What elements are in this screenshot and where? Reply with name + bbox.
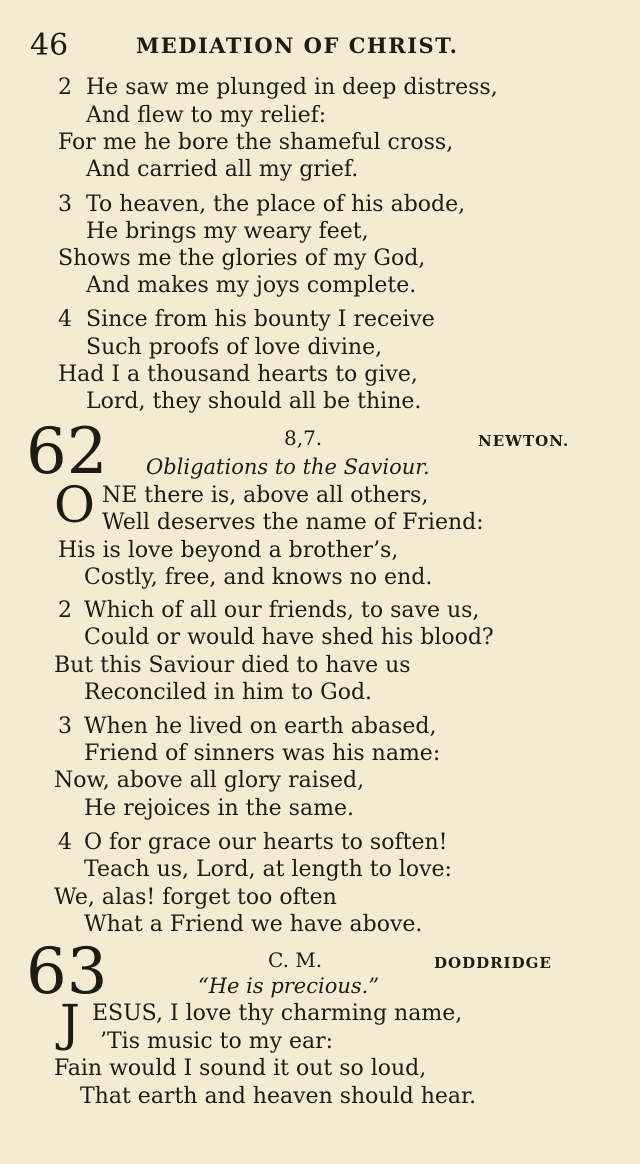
- hymn-subtitle: “He is precious.”: [198, 974, 380, 998]
- verse-line: He rejoices in the same.: [84, 796, 354, 821]
- verse-number: 4: [58, 307, 72, 332]
- verse-number: 2: [58, 598, 72, 623]
- verse-line: Lord, they should all be thine.: [86, 389, 422, 414]
- verse-line: That earth and heaven should hear.: [80, 1084, 477, 1109]
- hymn-meter: 8,7.: [284, 426, 323, 450]
- verse-line: Teach us, Lord, at length to love:: [84, 857, 452, 882]
- tune-name: DODDRIDGE: [434, 954, 552, 972]
- hymn-meter: C. M.: [268, 948, 323, 972]
- hymn-number: 63: [26, 935, 108, 1009]
- verse-line: Fain would I sound it out so loud,: [54, 1056, 427, 1081]
- verse-line: Well deserves the name of Friend:: [102, 510, 484, 535]
- verse-line: He brings my weary feet,: [86, 219, 369, 244]
- verse-line: Since from his bounty I receive: [86, 307, 435, 332]
- verse-line: For me he bore the shameful cross,: [58, 130, 454, 155]
- page-number: 46: [30, 28, 69, 63]
- verse-number: 4: [58, 830, 72, 855]
- hymn-subtitle: Obligations to the Saviour.: [146, 455, 430, 479]
- drop-cap: J: [60, 994, 81, 1052]
- verse-line: He saw me plunged in deep distress,: [86, 75, 498, 100]
- verse-line: O for grace our hearts to soften!: [84, 830, 448, 855]
- hymn-number: 62: [26, 415, 108, 489]
- verse-line: Such proofs of love divine,: [86, 335, 383, 360]
- verse-line: ESUS, I love thy charming name,: [92, 1001, 463, 1026]
- verse-line: To heaven, the place of his abode,: [86, 192, 466, 217]
- verse-line: Now, above all glory raised,: [54, 768, 365, 793]
- page-header: [28, 28, 628, 64]
- verse-line: NE there is, above all others,: [102, 483, 429, 508]
- verse-number: 2: [58, 75, 72, 100]
- verse-line: We, alas! forget too often: [54, 885, 337, 910]
- verse-line: His is love beyond a brother’s,: [58, 538, 399, 563]
- verse-line: Costly, free, and knows no end.: [84, 565, 433, 590]
- verse-line: When he lived on earth abased,: [84, 714, 437, 739]
- verse-line: Shows me the glories of my God,: [58, 246, 426, 271]
- verse-line: ’Tis music to my ear:: [100, 1029, 334, 1054]
- verse-line: Had I a thousand hearts to give,: [58, 362, 418, 387]
- running-title: MEDIATION OF CHRIST.: [136, 33, 459, 58]
- verse-number: 3: [58, 714, 72, 739]
- tune-name: NEWTON.: [478, 432, 570, 450]
- drop-cap: O: [54, 476, 95, 534]
- verse-line: Friend of sinners was his name:: [84, 741, 441, 766]
- verse-line: What a Friend we have above.: [84, 912, 423, 937]
- verse-number: 3: [58, 192, 72, 217]
- verse-line: But this Saviour died to have us: [54, 653, 411, 678]
- verse-line: And makes my joys complete.: [86, 273, 417, 298]
- verse-line: And carried all my grief.: [86, 157, 359, 182]
- verse-line: And flew to my relief:: [86, 103, 327, 128]
- verse-line: Which of all our friends, to save us,: [84, 598, 480, 623]
- verse-line: Reconciled in him to God.: [84, 680, 373, 705]
- verse-line: Could or would have shed his blood?: [84, 625, 494, 650]
